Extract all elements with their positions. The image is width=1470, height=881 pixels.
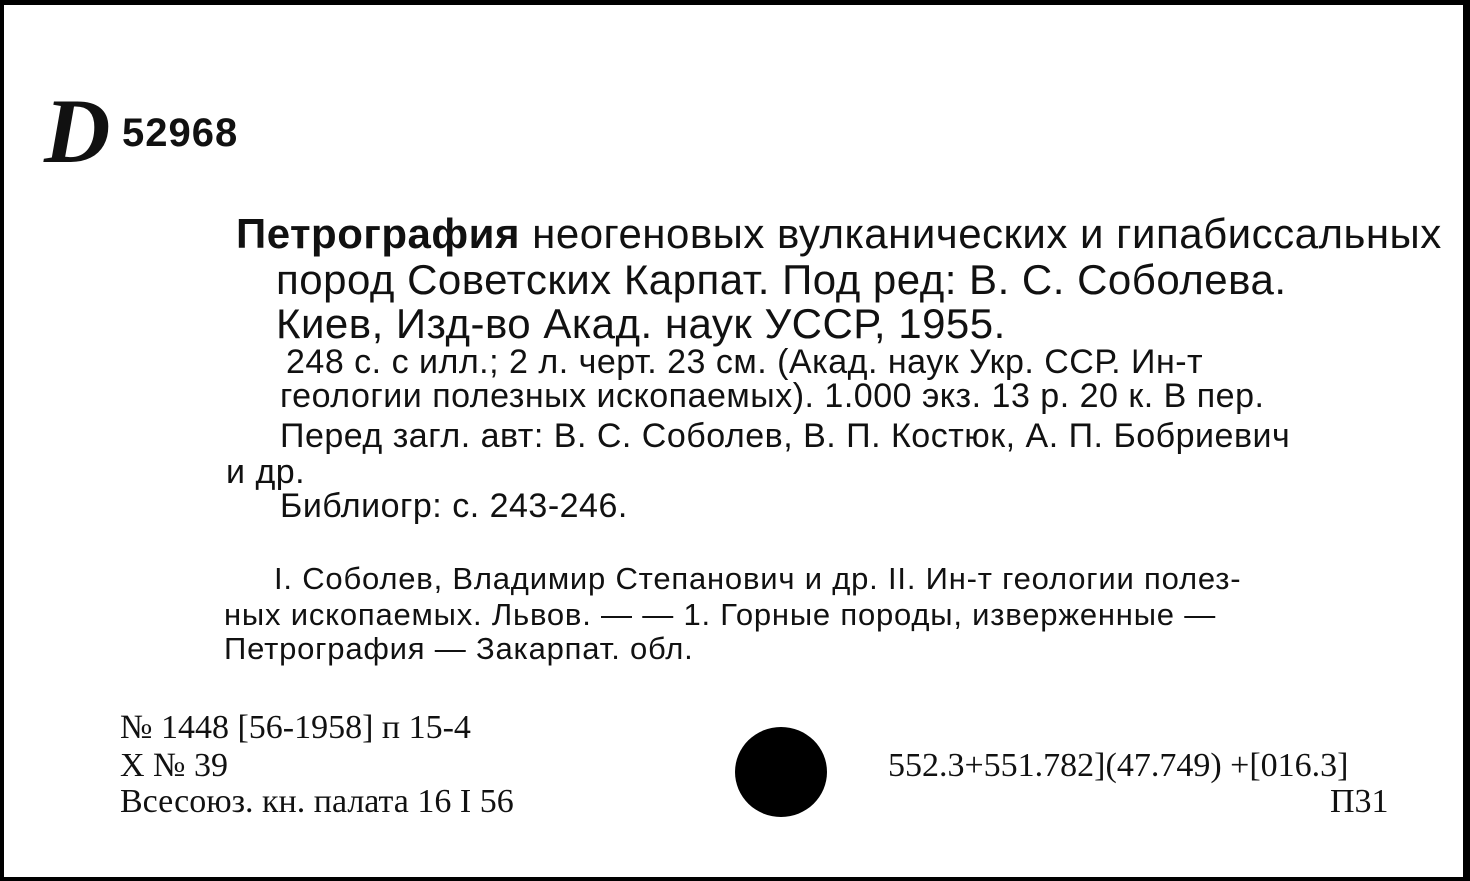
tracing-line-3: Петрография — Закарпат. обл. [224,631,694,666]
title-line-2: пород Советских Карпат. Под ред: В. С. Соболева. [276,256,1287,303]
footer-x-number: X № 39 [120,747,228,784]
note-bibliography: Библиогр: с. 243-246. [280,487,628,525]
classification-index: 552.3+551.782](47.749) +[016.3] [888,747,1349,784]
punch-hole [735,727,827,817]
tracing-line-2: ных ископаемых. Львов. — — 1. Горные породы, изверженные — [224,597,1217,632]
title-bold: Петрография [236,210,520,257]
physical-description-1: 248 с. с илл.; 2 л. черт. 23 см. (Акад. наук Укр. ССР. Ин-т [286,343,1204,381]
note-authors-cont: и др. [226,453,306,491]
footer-chamber-date: Всесоюз. кн. палата 16 I 56 [120,783,514,820]
imprint-line: Киев, Изд-во Акад. наук УССР, 1955. [276,300,1006,347]
call-number-letter: D [44,80,111,182]
title-rest: неогеновых вулканических и гипабиссальных [519,210,1442,257]
footer-record-number: № 1448 [56-1958] п 15-4 [120,709,471,746]
classification-code: П31 [1330,783,1389,820]
tracing-line-1: I. Соболев, Владимир Степанович и др. II. Ин-т геологии полез- [274,561,1242,596]
title-line-1 [236,210,1442,257]
note-authors: Перед загл. авт: В. С. Соболев, В. П. Костюк, А. П. Бобриевич [280,417,1291,455]
call-number: 52968 [122,111,239,155]
physical-description-2: геологии полезных ископаемых). 1.000 экз. 13 р. 20 к. В пер. [280,377,1265,415]
